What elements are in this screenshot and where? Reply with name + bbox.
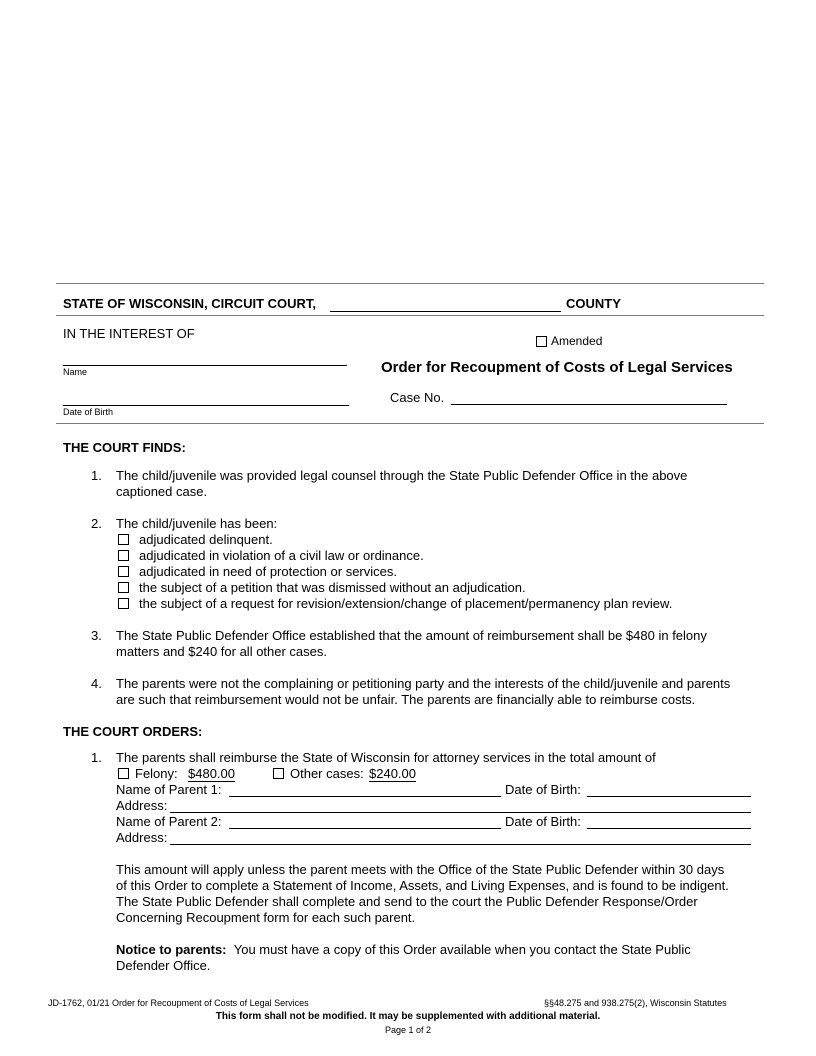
finds-item1-number: 1. bbox=[91, 468, 102, 483]
footer-statutes: §§48.275 and 938.275(2), Wisconsin Statutes bbox=[544, 998, 727, 1008]
orders-item1-number: 1. bbox=[91, 750, 102, 765]
option-protection-label: adjudicated in need of protection or services. bbox=[139, 564, 397, 579]
orders-item1-lead: The parents shall reimburse the State of Wisconsin for attorney services in the total amount of bbox=[116, 750, 656, 765]
option-revision-checkbox[interactable] bbox=[118, 598, 129, 609]
parent2-name-label: Name of Parent 2: bbox=[116, 814, 222, 829]
finds-heading: THE COURT FINDS: bbox=[63, 440, 186, 455]
option-civil-law-checkbox[interactable] bbox=[118, 550, 129, 561]
form-title: Order for Recoupment of Costs of Legal Services bbox=[381, 359, 733, 376]
finds-item3-line1: The State Public Defender Office established that the amount of reimbursement shall be $480 in felony bbox=[116, 628, 707, 643]
option-dismissed-checkbox[interactable] bbox=[118, 582, 129, 593]
finds-item4-line2: are such that reimbursement would not be unfair. The parents are financially able to reimburse costs. bbox=[116, 692, 696, 707]
footer-form-id: JD-1762, 01/21 Order for Recoupment of Costs of Legal Services bbox=[48, 998, 309, 1008]
felony-amount[interactable]: $480.00 bbox=[188, 766, 235, 781]
header-divider bbox=[56, 315, 764, 316]
case-no-field[interactable] bbox=[451, 404, 727, 405]
finds-item3-number: 3. bbox=[91, 628, 102, 643]
orders-paragraph-line3: The State Public Defender shall complete and send to the court the Public Defender Response/Order bbox=[116, 894, 698, 909]
option-delinquent-label: adjudicated delinquent. bbox=[139, 532, 273, 547]
parent2-address-label: Address: bbox=[116, 830, 168, 845]
parent2-dob-label: Date of Birth: bbox=[505, 814, 581, 829]
parent1-address-field[interactable] bbox=[170, 812, 751, 813]
case-no-label: Case No. bbox=[390, 390, 445, 405]
orders-paragraph-line2: of this Order to complete a Statement of Income, Assets, and Living Expenses, and is found to be indigent. bbox=[116, 878, 729, 893]
finds-item3-line2: matters and $240 for all other cases. bbox=[116, 644, 328, 659]
footer-notice: This form shall not be modified. It may be supplemented with additional material. bbox=[215, 1011, 601, 1022]
parent2-dob-field[interactable] bbox=[587, 828, 751, 829]
header-bottom-rule bbox=[56, 423, 764, 424]
orders-paragraph-line4: Concerning Recoupment form for each such parent. bbox=[116, 910, 416, 925]
page-number: Page 1 of 2 bbox=[384, 1025, 432, 1035]
other-cases-label: Other cases: bbox=[290, 766, 364, 781]
name-field[interactable] bbox=[63, 365, 347, 366]
amended-checkbox[interactable] bbox=[536, 336, 547, 347]
dob-label: Date of Birth bbox=[63, 407, 114, 417]
option-civil-law-label: adjudicated in violation of a civil law or ordinance. bbox=[139, 548, 424, 563]
notice-text: You must have a copy of this Order available when you contact the State Public bbox=[233, 942, 691, 957]
parent1-name-label: Name of Parent 1: bbox=[116, 782, 222, 797]
top-rule bbox=[56, 283, 764, 284]
parent1-dob-label: Date of Birth: bbox=[505, 782, 581, 797]
state-court-label: STATE OF WISCONSIN, CIRCUIT COURT, bbox=[63, 296, 317, 311]
dob-field[interactable] bbox=[63, 405, 349, 406]
county-label: COUNTY bbox=[566, 296, 621, 311]
finds-item4-number: 4. bbox=[91, 676, 102, 691]
name-label: Name bbox=[63, 367, 88, 377]
parent2-name-field[interactable] bbox=[229, 828, 501, 829]
parent1-name-field[interactable] bbox=[229, 796, 501, 797]
finds-item4-line1: The parents were not the complaining or petitioning party and the interests of the child/juvenile and parents bbox=[116, 676, 731, 691]
notice-line2: Defender Office. bbox=[116, 958, 211, 973]
felony-checkbox[interactable] bbox=[118, 768, 129, 779]
finds-item2-number: 2. bbox=[91, 516, 102, 531]
finds-item1-line1: The child/juvenile was provided legal counsel through the State Public Defender Office in the above bbox=[116, 468, 688, 483]
parent2-address-field[interactable] bbox=[170, 844, 751, 845]
amended-label: Amended bbox=[551, 334, 603, 348]
notice-label: Notice to parents: bbox=[116, 942, 227, 957]
option-dismissed-label: the subject of a petition that was dismissed without an adjudication. bbox=[139, 580, 526, 595]
felony-label: Felony: bbox=[135, 766, 178, 781]
interest-of-label: IN THE INTEREST OF bbox=[63, 326, 195, 341]
option-delinquent-checkbox[interactable] bbox=[118, 534, 129, 545]
parent1-address-label: Address: bbox=[116, 798, 168, 813]
other-cases-amount[interactable]: $240.00 bbox=[369, 766, 416, 781]
option-revision-label: the subject of a request for revision/extension/change of placement/permanency plan review. bbox=[139, 596, 673, 611]
orders-heading: THE COURT ORDERS: bbox=[63, 724, 203, 739]
option-protection-checkbox[interactable] bbox=[118, 566, 129, 577]
finds-item1-line2: captioned case. bbox=[116, 484, 208, 499]
other-cases-checkbox[interactable] bbox=[273, 768, 284, 779]
finds-item2-lead: The child/juvenile has been: bbox=[116, 516, 278, 531]
orders-paragraph-line1: This amount will apply unless the parent meets with the Office of the State Public Defender within 30 days bbox=[116, 862, 725, 877]
parent1-dob-field[interactable] bbox=[587, 796, 751, 797]
notice-line1 bbox=[116, 942, 691, 958]
county-field[interactable] bbox=[330, 311, 561, 312]
